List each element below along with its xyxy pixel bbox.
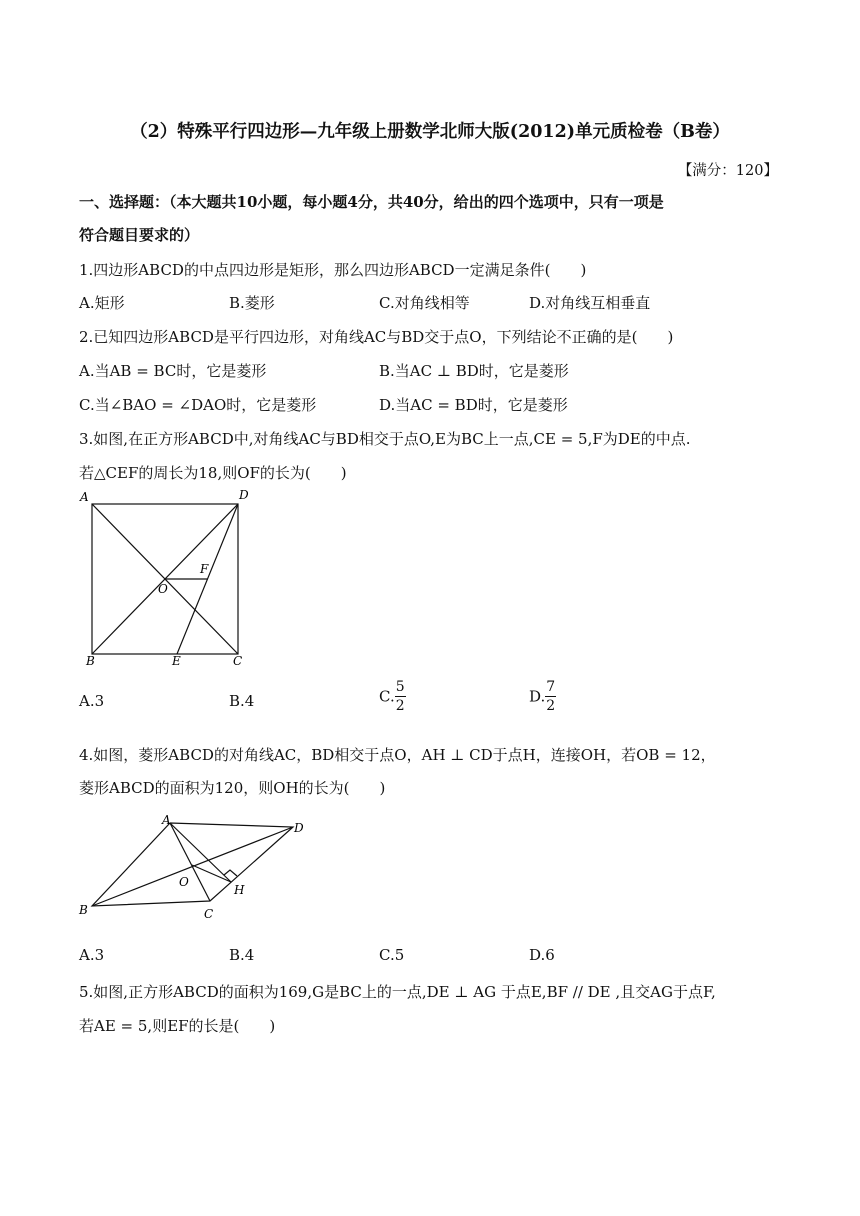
label-b: B bbox=[79, 903, 88, 917]
q2-option-c: C.当∠BAO = ∠DAO时，它是菱形 bbox=[79, 396, 317, 414]
q4-option-a: A.3 bbox=[79, 946, 105, 964]
q2-stem: 2.已知四边形ABCD是平行四边形，对角线AC与BD交于点O，下列结论不正确的是( ) bbox=[79, 328, 674, 346]
q4-stem-line1: 4.如图，菱形ABCD的对角线AC，BD相交于点O，AH ⊥ CD于点H，连接OH，若OB = 12， bbox=[79, 746, 716, 764]
q5-stem-line2: 若AE = 5,则EF的长是( ) bbox=[79, 1017, 276, 1035]
q4-stem-line2: 菱形ABCD的面积为120，则OH的长为( ) bbox=[79, 779, 386, 797]
label-d: D bbox=[239, 488, 249, 502]
label-a: A bbox=[80, 490, 89, 504]
label-o: O bbox=[158, 582, 168, 596]
q1-option-c: C.对角线相等 bbox=[379, 294, 470, 312]
q3-option-c-fraction bbox=[395, 680, 406, 713]
label-c: C bbox=[233, 654, 243, 668]
fraction-denominator: 2 bbox=[395, 698, 405, 714]
label-a: A bbox=[162, 813, 171, 827]
q2-option-a: A.当AB = BC时，它是菱形 bbox=[79, 362, 267, 380]
diagonal-bd bbox=[92, 827, 293, 906]
page-title: （2）特殊平行四边形—九年级上册数学北师大版(2012)单元质检卷（B卷） bbox=[130, 122, 730, 142]
q2-option-b: B.当AC ⊥ BD时，它是菱形 bbox=[379, 362, 569, 380]
label-e: E bbox=[172, 654, 181, 668]
q3-stem-line1: 3.如图,在正方形ABCD中,对角线AC与BD相交于点O,E为BC上一点,CE = 5,F为DE的中点. bbox=[79, 430, 691, 448]
q3-option-d bbox=[529, 680, 556, 713]
label-o: O bbox=[179, 875, 189, 889]
fraction-numerator: 7 bbox=[546, 679, 556, 695]
q4-option-b: B.4 bbox=[229, 946, 255, 964]
fraction-numerator: 5 bbox=[395, 679, 405, 695]
fraction-denominator: 2 bbox=[546, 698, 556, 714]
section-heading-line1: 一、选择题：（本大题共10小题，每小题4分，共40分，给出的四个选项中，只有一项是 bbox=[79, 193, 664, 211]
q5-stem-line1: 5.如图,正方形ABCD的面积为169,G是BC上的一点,DE ⊥ AG 于点E,BF // DE ,且交AG于点F, bbox=[79, 983, 716, 1001]
q3-option-d-prefix: D. bbox=[529, 687, 546, 706]
q4-rhombus-figure bbox=[78, 810, 318, 930]
q1-stem: 1.四边形ABCD的中点四边形是矩形，那么四边形ABCD一定满足条件( ) bbox=[79, 261, 587, 279]
q2-option-d: D.当AC = BD时，它是菱形 bbox=[379, 396, 568, 414]
label-c: C bbox=[204, 907, 214, 921]
q3-option-a: A.3 bbox=[79, 692, 105, 710]
q3-option-c-prefix: C. bbox=[379, 687, 395, 706]
label-f: F bbox=[200, 562, 209, 576]
label-d: D bbox=[294, 821, 304, 835]
segment-ah bbox=[170, 823, 231, 882]
q3-option-d-fraction bbox=[545, 680, 556, 713]
full-score: 【满分：120】 bbox=[677, 163, 778, 179]
q1-option-a: A.矩形 bbox=[79, 294, 125, 312]
q3-option-c bbox=[379, 680, 406, 713]
q3-option-b: B.4 bbox=[229, 692, 255, 710]
q4-option-c: C.5 bbox=[379, 946, 405, 964]
q3-stem-line2: 若△CEF的周长为18,则OF的长为( ) bbox=[79, 464, 347, 482]
q3-square-figure bbox=[78, 485, 258, 670]
label-b: B bbox=[86, 654, 95, 668]
q4-option-d: D.6 bbox=[529, 946, 555, 964]
label-h: H bbox=[234, 883, 245, 897]
q1-option-d: D.对角线互相垂直 bbox=[529, 294, 651, 312]
q1-option-b: B.菱形 bbox=[229, 294, 275, 312]
right-angle-mark bbox=[224, 870, 237, 876]
section-heading-line2: 符合题目要求的） bbox=[79, 226, 200, 244]
